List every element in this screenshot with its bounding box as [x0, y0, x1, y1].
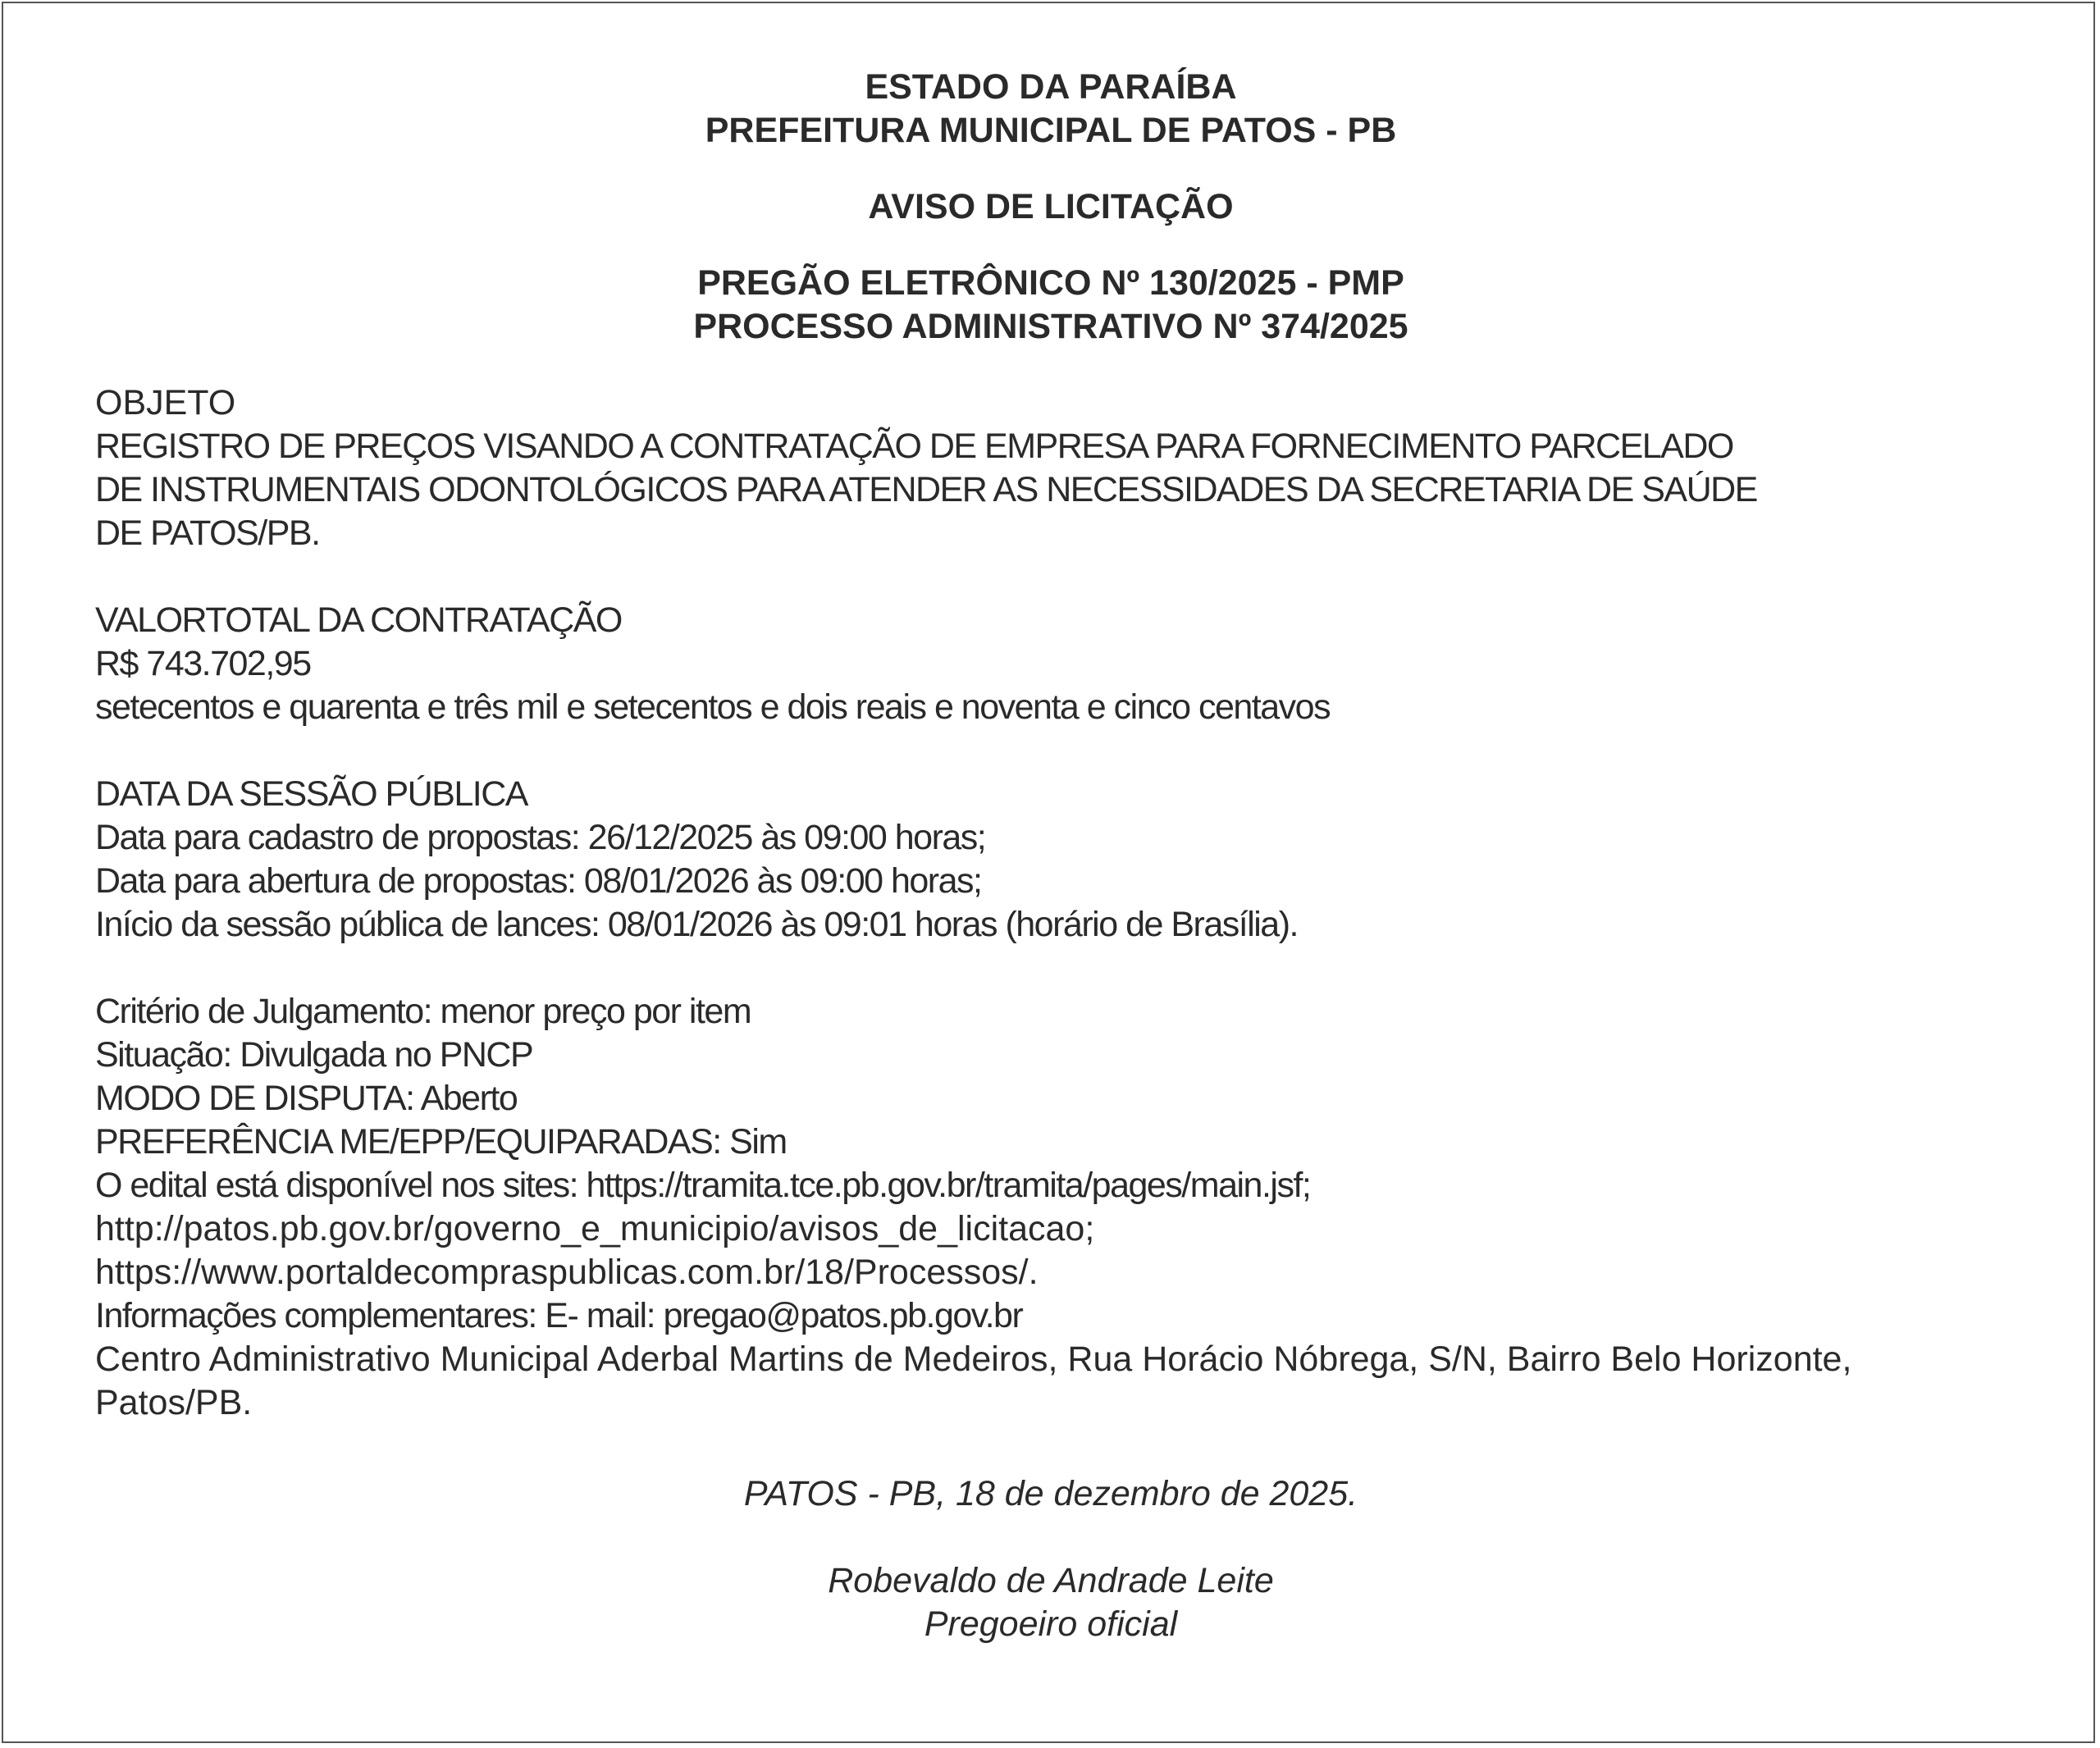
object-label: OBJETO [95, 383, 236, 422]
auction-number: PREGÃO ELETRÔNICO Nº 130/2025 - PMP [697, 263, 1404, 303]
object-line-1: REGISTRO DE PREÇOS VISANDO A CONTRATAÇÃO DE EMPRESA PARA FORNECIMENTO PARCELADO [95, 427, 1733, 466]
signer-name: Robevaldo de Andrade Leite [828, 1561, 1274, 1600]
address-line-1: Centro Administrativo Municipal Aderbal Martins de Medeiros, Rua Horácio Nóbrega, S/N, Bairro Belo Horizonte, [95, 1340, 1852, 1379]
session-label: DATA DA SESSÃO PÚBLICA [95, 774, 527, 814]
object-line-3: DE PATOS/PB. [95, 513, 320, 553]
judgment-criterion: Critério de Julgamento: menor preço por item [95, 992, 751, 1031]
value-in-words: setecentos e quarenta e três mil e setecentos e dois reais e noventa e cinco centavos [95, 687, 1331, 727]
object-line-2: DE INSTRUMENTAIS ODONTOLÓGICOS PARA ATENDER AS NECESSIDADES DA SECRETARIA DE SAÚDE [95, 470, 1757, 509]
process-number: PROCESSO ADMINISTRATIVO Nº 374/2025 [693, 307, 1408, 346]
address-line-2: Patos/PB. [95, 1383, 253, 1422]
complementary-info: Informações complementares: E- mail: pregao@patos.pb.gov.br [95, 1296, 1023, 1335]
edital-sites: O edital está disponível nos sites: https://tramita.tce.pb.gov.br/tramita/pages/main.jsf; [95, 1166, 1311, 1205]
proposal-registration-date: Data para cadastro de propostas: 26/12/2025 às 09:00 horas; [95, 818, 986, 857]
bidding-notice [95, 66, 2006, 1646]
notice-title: AVISO DE LICITAÇÃO [868, 187, 1234, 226]
proposal-opening-date: Data para abertura de propostas: 08/01/2026 às 09:00 horas; [95, 861, 982, 901]
dispute-mode: MODO DE DISPUTA: Aberto [95, 1079, 518, 1118]
edital-site-2: http://patos.pb.gov.br/governo_e_municipio/avisos_de_licitacao; [95, 1209, 1095, 1248]
state-heading: ESTADO DA PARAÍBA [865, 67, 1237, 107]
value-label: VALORTOTAL DA CONTRATAÇÃO [95, 600, 622, 640]
edital-site-3: https://www.portaldecompraspublicas.com.br/18/Processos/. [95, 1253, 1039, 1292]
place-and-date: PATOS - PB, 18 de dezembro de 2025. [743, 1474, 1358, 1513]
bids-start-date: Início da sessão pública de lances: 08/01/2026 às 09:01 horas (horário de Brasília). [95, 905, 1298, 944]
value-amount: R$ 743.702,95 [95, 644, 311, 683]
preference: PREFERÊNCIA ME/EPP/EQUIPARADAS: Sim [95, 1122, 787, 1162]
signer-role: Pregoeiro oficial [924, 1604, 1178, 1644]
city-hall-heading: PREFEITURA MUNICIPAL DE PATOS - PB [705, 111, 1397, 150]
notice-status: Situação: Divulgada no PNCP [95, 1035, 533, 1075]
